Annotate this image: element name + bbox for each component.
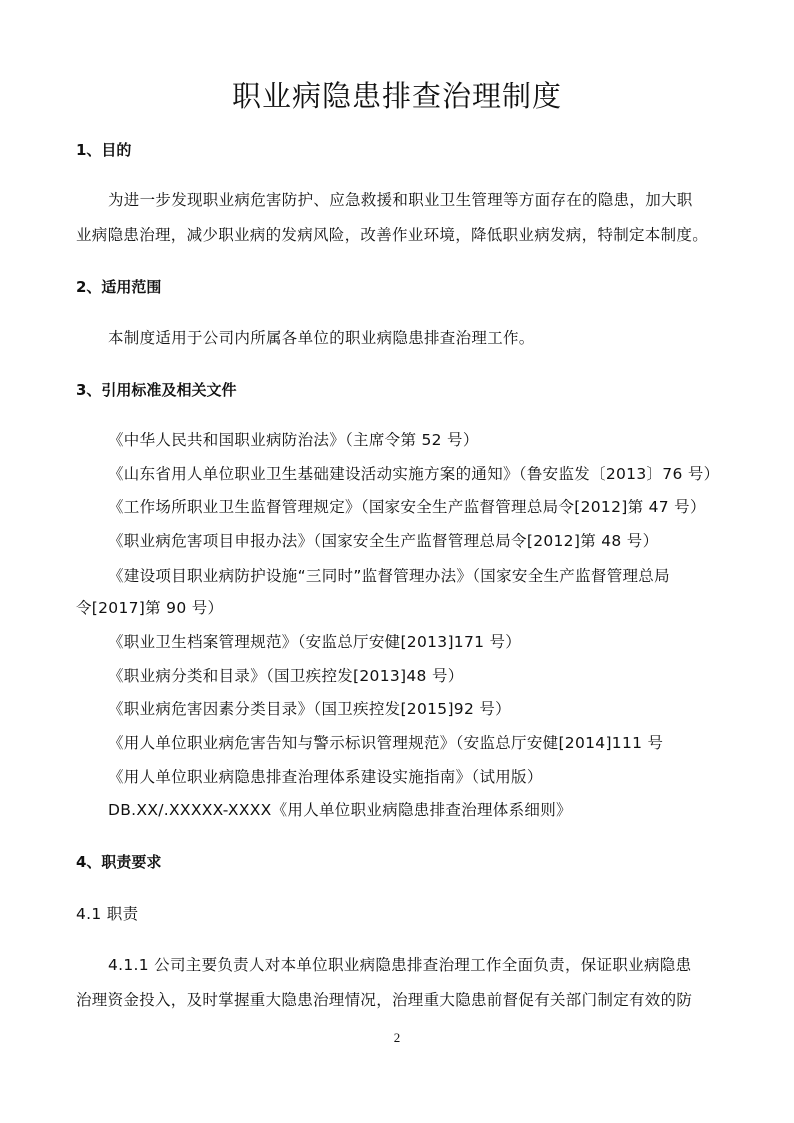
section-2-paragraph: 本制度适用于公司内所属各单位的职业病隐患排查治理工作。 (108, 329, 535, 347)
section-4-heading: 4、职责要求 (76, 853, 162, 871)
section-1-paragraph-line-2: 业病隐患治理，减少职业病的发病风险，改善作业环境，降低职业病发病，特制定本制度。 (76, 226, 709, 244)
reference-item: 《职业卫生档案管理规范》（安监总厅安健[2013]171 号） (108, 633, 522, 651)
page-number: 2 (393, 1030, 401, 1045)
reference-item: 《建设项目职业病防护设施“三同时”监督管理办法》（国家安全生产监督管理总局 (108, 567, 670, 585)
section-4-paragraph-line-1: 4.1.1 公司主要负责人对本单位职业病隐患排查治理工作全面负责，保证职业病隐患 (108, 956, 692, 974)
reference-item: 《工作场所职业卫生监督管理规定》（国家安全生产监督管理总局令[2012]第 47 号） (108, 498, 706, 516)
section-2-heading: 2、适用范围 (76, 278, 162, 296)
section-4-1-heading: 4.1 职责 (76, 905, 139, 923)
section-3-heading: 3、引用标准及相关文件 (76, 381, 237, 399)
section-1-heading: 1、目的 (76, 141, 132, 159)
reference-item: 《中华人民共和国职业病防治法》（主席令第 52 号） (108, 431, 479, 449)
reference-item: 《职业病危害项目申报办法》（国家安全生产监督管理总局令[2012]第 48 号） (108, 532, 659, 550)
reference-item: 《职业病分类和目录》（国卫疾控发[2013]48 号） (108, 667, 464, 685)
reference-item: 《职业病危害因素分类目录》（国卫疾控发[2015]92 号） (108, 700, 511, 718)
reference-item: DB.XX/.XXXXX-XXXX《用人单位职业病隐患排查治理体系细则》 (108, 801, 572, 819)
reference-item: 《山东省用人单位职业卫生基础建设活动实施方案的通知》（鲁安监发〔2013〕76 号） (108, 465, 720, 483)
reference-item: 《用人单位职业病危害告知与警示标识管理规范》（安监总厅安健[2014]111 号 (108, 734, 664, 752)
section-4-paragraph-line-2: 治理资金投入，及时掌握重大隐患治理情况，治理重大隐患前督促有关部门制定有效的防 (76, 991, 693, 1009)
document-title: 职业病隐患排查治理制度 (231, 79, 562, 113)
reference-item-continuation: 令[2017]第 90 号） (76, 599, 224, 617)
reference-item: 《用人单位职业病隐患排查治理体系建设实施指南》（试用版） (108, 768, 543, 786)
section-1-paragraph-line-1: 为进一步发现职业病危害防护、应急救援和职业卫生管理等方面存在的隐患，加大职 (108, 191, 693, 209)
